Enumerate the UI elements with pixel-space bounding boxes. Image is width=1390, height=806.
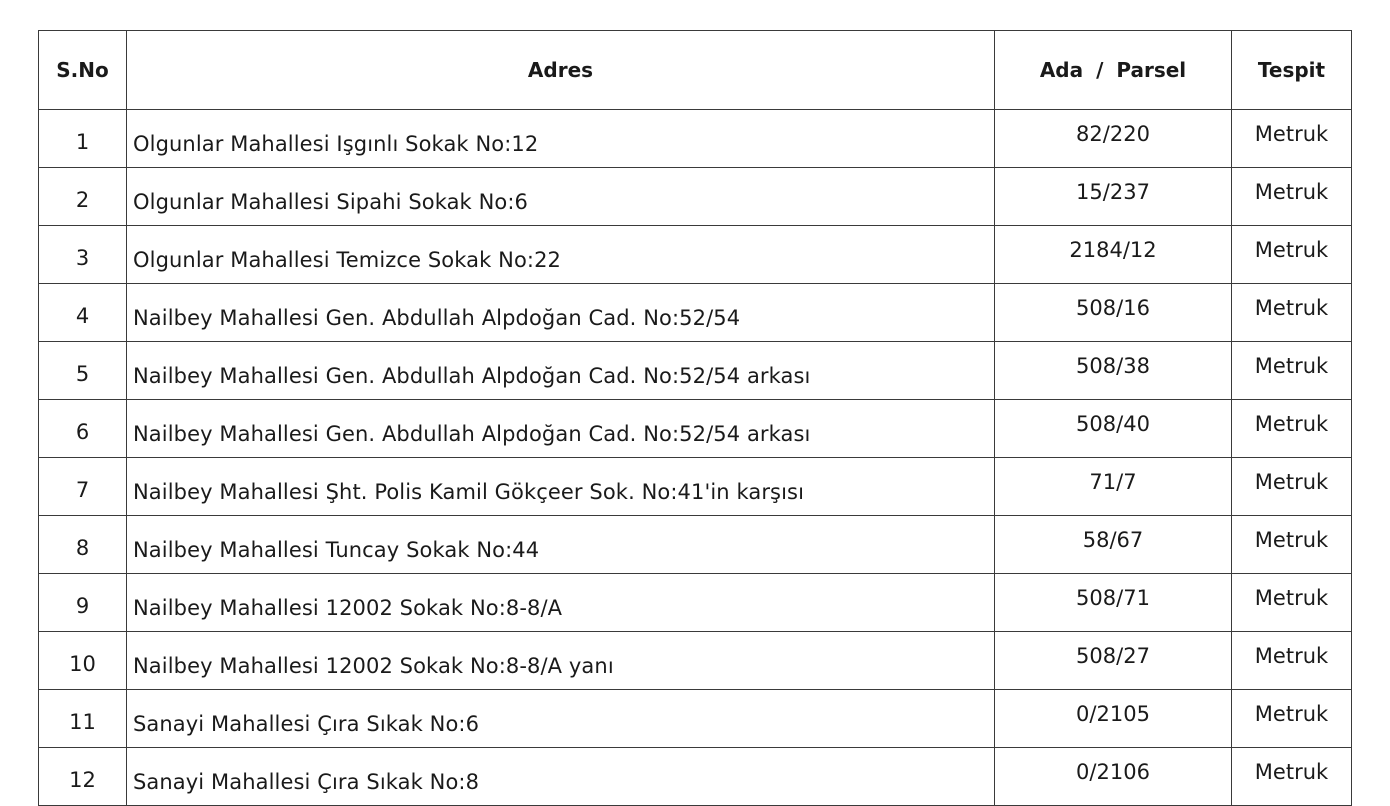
row-number: 7: [39, 458, 127, 516]
row-address: Nailbey Mahallesi Gen. Abdullah Alpdoğan Cad. No:52/54 arkası: [127, 342, 995, 400]
table-row: [39, 342, 1352, 400]
row-parcel: 508/16: [995, 284, 1232, 342]
row-parcel: 508/38: [995, 342, 1232, 400]
row-status: Metruk: [1232, 168, 1352, 226]
row-number: 1: [39, 110, 127, 168]
row-status: Metruk: [1232, 226, 1352, 284]
row-status: Metruk: [1232, 748, 1352, 806]
table-row: [39, 632, 1352, 690]
row-number: 3: [39, 226, 127, 284]
table-header: [39, 31, 1352, 110]
row-address: Olgunlar Mahallesi Işgınlı Sokak No:12: [127, 110, 995, 168]
row-number: 2: [39, 168, 127, 226]
row-parcel: 0/2106: [995, 748, 1232, 806]
header-parcel: Ada / Parsel: [995, 31, 1232, 110]
row-address: Sanayi Mahallesi Çıra Sıkak No:8: [127, 748, 995, 806]
property-table-container: [38, 30, 1351, 806]
row-address: Olgunlar Mahallesi Sipahi Sokak No:6: [127, 168, 995, 226]
row-address: Nailbey Mahallesi Şht. Polis Kamil Gökçeer Sok. No:41'in karşısı: [127, 458, 995, 516]
row-parcel: 508/71: [995, 574, 1232, 632]
row-number: 6: [39, 400, 127, 458]
row-number: 12: [39, 748, 127, 806]
row-status: Metruk: [1232, 574, 1352, 632]
table-row: [39, 110, 1352, 168]
row-address: Nailbey Mahallesi 12002 Sokak No:8-8/A yanı: [127, 632, 995, 690]
table-row: [39, 168, 1352, 226]
table-row: [39, 516, 1352, 574]
property-table: [38, 30, 1352, 806]
row-status: Metruk: [1232, 632, 1352, 690]
row-status: Metruk: [1232, 690, 1352, 748]
row-number: 8: [39, 516, 127, 574]
row-parcel: 71/7: [995, 458, 1232, 516]
row-address: Nailbey Mahallesi Gen. Abdullah Alpdoğan Cad. No:52/54: [127, 284, 995, 342]
row-status: Metruk: [1232, 516, 1352, 574]
table-row: [39, 400, 1352, 458]
table-row: [39, 574, 1352, 632]
row-number: 4: [39, 284, 127, 342]
row-number: 9: [39, 574, 127, 632]
table-row: [39, 226, 1352, 284]
table-row: [39, 458, 1352, 516]
row-parcel: 0/2105: [995, 690, 1232, 748]
header-address: Adres: [127, 31, 995, 110]
row-status: Metruk: [1232, 458, 1352, 516]
row-address: Nailbey Mahallesi Tuncay Sokak No:44: [127, 516, 995, 574]
row-parcel: 58/67: [995, 516, 1232, 574]
row-parcel: 508/27: [995, 632, 1232, 690]
row-address: Nailbey Mahallesi Gen. Abdullah Alpdoğan Cad. No:52/54 arkası: [127, 400, 995, 458]
table-body: [39, 110, 1352, 806]
row-status: Metruk: [1232, 284, 1352, 342]
row-number: 11: [39, 690, 127, 748]
header-sno: S.No: [39, 31, 127, 110]
row-parcel: 82/220: [995, 110, 1232, 168]
header-status: Tespit: [1232, 31, 1352, 110]
table-row: [39, 284, 1352, 342]
row-address: Sanayi Mahallesi Çıra Sıkak No:6: [127, 690, 995, 748]
row-status: Metruk: [1232, 400, 1352, 458]
row-status: Metruk: [1232, 110, 1352, 168]
row-parcel: 15/237: [995, 168, 1232, 226]
header-row: [39, 31, 1352, 110]
table-row: [39, 748, 1352, 806]
row-number: 5: [39, 342, 127, 400]
row-number: 10: [39, 632, 127, 690]
row-status: Metruk: [1232, 342, 1352, 400]
row-parcel: 2184/12: [995, 226, 1232, 284]
row-parcel: 508/40: [995, 400, 1232, 458]
row-address: Olgunlar Mahallesi Temizce Sokak No:22: [127, 226, 995, 284]
row-address: Nailbey Mahallesi 12002 Sokak No:8-8/A: [127, 574, 995, 632]
